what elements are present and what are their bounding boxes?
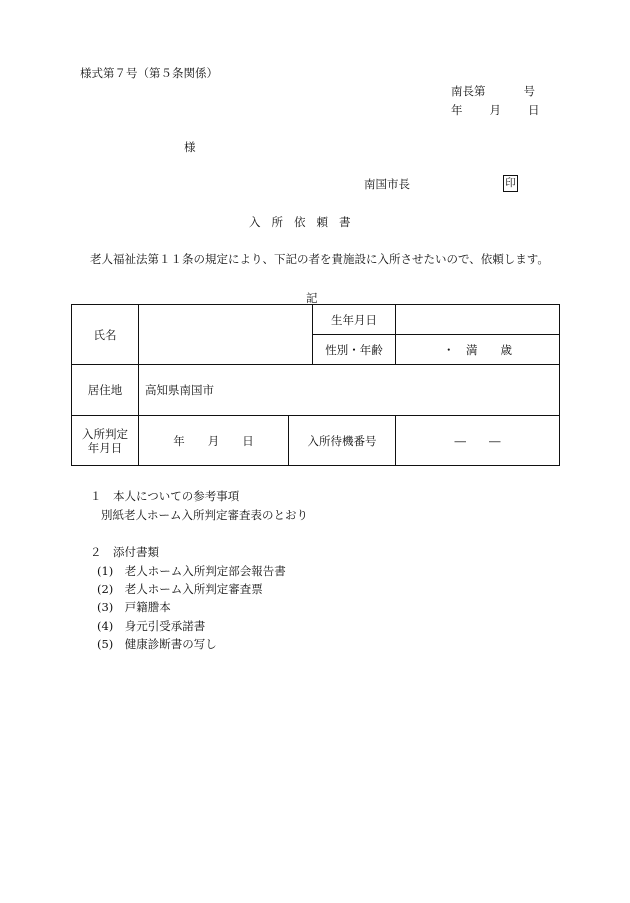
document-title: 入所依頼書 [249, 215, 362, 229]
section1-heading: １ 本人についての参考事項 [90, 489, 240, 503]
ki-label: 記 [306, 291, 318, 305]
info-table [71, 304, 560, 466]
residence-value[interactable]: 高知県南国市 [139, 365, 560, 416]
sex-age-value[interactable]: ・ 満 歳 [396, 335, 560, 365]
attachment-item: (5) 健康診断書の写し [97, 637, 217, 651]
date-day: 日 [528, 103, 540, 117]
name-value[interactable] [139, 305, 313, 365]
waiting-label: 入所待機番号 [289, 416, 396, 466]
judgment-value[interactable]: 年 月 日 [139, 416, 289, 466]
issuer-name: 南国市長 [364, 177, 410, 191]
addressee: 様 [184, 140, 196, 154]
body-text: 老人福祉法第１１条の規定により、下記の者を貴施設に入所させたいので、依頼します。 [90, 252, 549, 266]
residence-label: 居住地 [72, 365, 139, 416]
reference-number [451, 84, 535, 98]
attachment-item: (1) 老人ホーム入所判定部会報告書 [97, 564, 286, 578]
date-year: 年 [451, 103, 463, 117]
date-month: 月 [489, 103, 501, 117]
attachment-item: (4) 身元引受承諾書 [97, 619, 206, 633]
section1-text: 別紙老人ホーム入所判定審査表のとおり [101, 508, 308, 522]
attachment-item: (3) 戸籍謄本 [97, 600, 171, 614]
birth-value[interactable] [396, 305, 560, 335]
issue-date [451, 103, 540, 117]
name-label: 氏名 [72, 305, 139, 365]
waiting-value[interactable]: ― ― [396, 416, 560, 466]
reference-suffix: 号 [523, 84, 535, 98]
sex-age-label: 性別・年齢 [313, 335, 396, 365]
birth-label: 生年月日 [313, 305, 396, 335]
reference-prefix: 南長第 [451, 84, 486, 98]
form-number: 様式第７号（第５条関係） [80, 66, 218, 80]
seal-mark: 印 [503, 175, 518, 192]
judgment-label: 入所判定 年月日 [72, 416, 139, 466]
attachment-item: (2) 老人ホーム入所判定審査票 [97, 582, 263, 596]
section2-heading: ２ 添付書類 [90, 545, 159, 559]
